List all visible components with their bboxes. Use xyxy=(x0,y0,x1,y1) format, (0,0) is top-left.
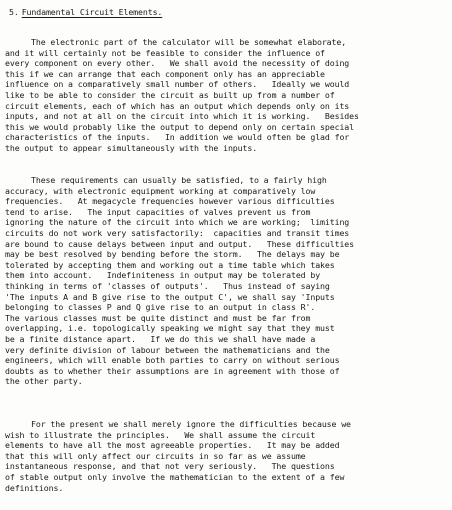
text-line: be a finite distance apart. If we do this we shall have made a xyxy=(5,333,316,344)
text-line: the output to appear simultaneously with the inputs. xyxy=(5,142,258,153)
text-line: circuits do not work very satisfactorily: capacities and transit times xyxy=(5,227,350,238)
text-line: 'The inputs A and B give rise to the output C', we shall say 'Inputs xyxy=(5,291,335,302)
text-line: wish to illustrate the principles. We shall assume the circuit xyxy=(5,429,316,440)
text-line: tolerated by accepting them and working out a time table which takes xyxy=(5,259,335,270)
text-line: very definite division of labour between the mathematicians and the xyxy=(5,344,330,355)
text-line: elements to have all the most agreeable properties. It may be added xyxy=(5,440,340,451)
text-line: influence on a comparatively small number of others. Ideally we would xyxy=(5,79,350,90)
section-title: Fundamental Circuit Elements. xyxy=(21,7,163,17)
text-line: the other party. xyxy=(5,376,83,387)
text-line: The electronic part of the calculator will be somewhat elaborate, xyxy=(31,37,347,47)
text-line: inputs, and not at all on the circuit into which it is working. Besides xyxy=(5,111,359,122)
text-line: tend to arise. The input capacities of valves prevent us from xyxy=(5,206,311,217)
text-line: frequencies. At megacycle frequencies however various difficulties xyxy=(5,196,335,207)
text-line: this if we can arrange that each component only has an appreciable xyxy=(5,68,325,79)
paragraph-2 xyxy=(5,175,354,387)
text-line: may be best resolved by bending before the storm. The delays may be xyxy=(5,249,340,260)
text-line: like to be able to consider the circuit as built up from a number of xyxy=(5,89,335,100)
text-line: of stable output only involve the mathematician to the extent of a few xyxy=(5,471,345,482)
text-line: this we would probably like the output to depend only on certain special xyxy=(5,121,354,132)
text-line: instantaneous response, and that not very seriously. The questions xyxy=(5,461,335,472)
text-line: The various classes must be quite distinct and must be far from xyxy=(5,312,311,323)
text-line: ignoring the nature of the circuit into which we are working; limiting xyxy=(5,217,350,228)
text-line: accuracy, with electronic equipment working at comparatively low xyxy=(5,185,316,196)
text-line: circuit elements, each of which has an output which depends only on its xyxy=(5,100,350,111)
text-line: characteristics of the inputs. In addition we would often be glad for xyxy=(5,132,350,143)
paragraph-3 xyxy=(5,419,351,493)
section-number: 5. xyxy=(9,7,19,17)
paragraph-1 xyxy=(5,37,359,154)
text-line: and it will certainly not be feasible to consider the influence of xyxy=(5,47,325,58)
text-line: engineers, which will enable both parties to carry on without serious xyxy=(5,355,340,366)
text-line: belonging to classes P and Q give rise to an output in class R'. xyxy=(5,302,316,313)
text-line: every component on every other. We shall avoid the necessity of doing xyxy=(5,58,350,69)
text-line: definitions. xyxy=(5,482,64,493)
text-line: them into account. Indefiniteness in output may be tolerated by xyxy=(5,270,321,281)
text-line: For the present we shall merely ignore the difficulties because we xyxy=(31,419,351,429)
text-line: thinking in terms of 'classes of outputs'. Thus instead of saying xyxy=(5,280,330,291)
text-line: doubts as to whether their assumptions are in agreement with those of xyxy=(5,365,340,376)
text-line: are bound to cause delays between input and output. These difficulties xyxy=(5,238,354,249)
text-line: These requirements can usually be satisfied, to a fairly high xyxy=(31,175,327,185)
text-line: that this will only affect our circuits in so far as we assume xyxy=(5,450,306,461)
section-heading xyxy=(9,7,162,18)
text-line: overlapping, i.e. topologically speaking we might say that they must xyxy=(5,323,335,334)
